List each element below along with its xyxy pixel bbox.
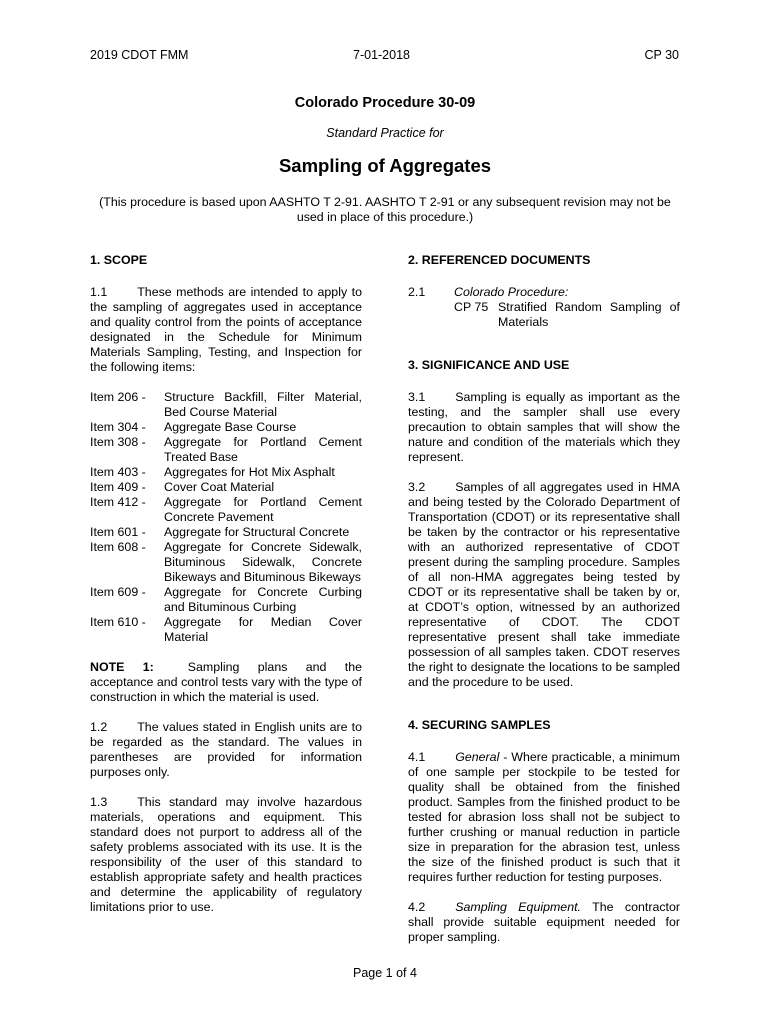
header-left: 2019 CDOT FMM [90,48,189,62]
section-3-heading: 3. SIGNIFICANCE AND USE [408,358,570,372]
list-item: Item 403 - Aggregates for Hot Mix Asphalt [90,465,335,479]
paragraph-3-1: 3.1 Sampling is equally as important as the testing, and the sampler shall use every precaution to obtain samples that will show the nature and condition of the materials which they represent. [408,390,680,464]
list-item: Item 412 - Aggregate for Portland Cement Concrete Pavement [90,495,362,524]
referenced-documents: 2.1 Colorado Procedure: CP 75 Stratified Random Sampling of Materials [408,285,680,329]
paragraph-1-3: 1.3 This standard may involve hazardous materials, operations and equipment. This standard does not purport to address all of the safety problems associated with its use. It is the responsibility of the user of this standard to establish appropriate safety and health practices and determine the applicability of regulatory limitations prior to use. [90,795,362,914]
paragraph-4-1: 4.1 General - Where practicable, a minimum of one sample per stockpile to be tested for quality shall be obtained from the finished product. Samples from the finished product to be tested for abrasion loss shall not be subject to further crushing or manual reduction in particle size in preparation for the abrasion test, unless the size of the finished product is such that it requires further reduction for testing purposes. [408,750,681,884]
cp-number: CP 75 [454,300,489,314]
page-number: Page 1 of 4 [353,966,417,980]
header-date: 7-01-2018 [353,48,410,62]
note-1 [90,660,362,705]
basis-note: (This procedure is based upon AASHTO T 2-91. AASHTO T 2-91 or any subsequent revision may not be used in place of this procedure.) [99,195,671,224]
section-2-heading: 2. REFERENCED DOCUMENTS [408,253,591,267]
list-item: Item 610 - Aggregate for Median Cover Material [90,615,362,644]
right-column [408,253,680,945]
section-4-heading: 4. SECURING SAMPLES [408,718,551,732]
list-item: Item 304 - Aggregate Base Course [90,420,297,434]
document-title: Sampling of Aggregates [278,155,492,176]
paragraph-1-1 [90,285,362,375]
list-item: Item 608 - Aggregate for Concrete Sidewalk, Bituminous Sidewalk, Concrete Bikeways and Bituminous Bikeways [90,540,362,584]
list-item: Item 601 - Aggregate for Structural Concrete [90,525,350,539]
list-item: Item 206 - Structure Backfill, Filter Material, Bed Course Material [90,390,362,419]
note-label: NOTE 1: [90,660,154,674]
paragraph-3-2: 3.2 Samples of all aggregates used in HMA and being tested by the Colorado Department of Transportation (CDOT) or its representative shall be taken by the contractor or his representative with an authorized representative of CDOT present during the sampling procedure. Samples of all non-HMA aggregates being tested by CDOT or its representative shall be taken by or, at CDOT’s option, witnessed by an authorized representative of CDOT. The CDOT representative present shall take immediate possession of all samples taken. CDOT reserves the right to designate the locations to be sampled and the procedure to be used. [408,480,680,689]
note-text: Sampling plans and the acceptance and control tests vary with the type of construction in which the material is used. [90,660,362,704]
colorado-procedure-label: Colorado Procedure: [454,285,569,299]
paragraph-4-2: 4.2 Sampling Equipment. The contractor shall provide suitable equipment needed for proper sampling. [408,900,681,944]
subtitle: Standard Practice for [326,126,444,140]
cp-description: Stratified Random Sampling of Materials [498,300,680,329]
list-item: Item 308 - Aggregate for Portland Cement Treated Base [90,435,362,464]
procedure-number: Colorado Procedure 30-09 [294,95,476,111]
paragraph-1-2: 1.2 The values stated in English units are to be regarded as the standard. The values in parentheses are provided for information purposes only. [90,720,362,779]
section-1-heading: 1. SCOPE [90,253,148,267]
item-list [90,390,362,645]
list-item: Item 409 - Cover Coat Material [90,480,275,494]
left-column [90,253,362,915]
header-right: CP 30 [644,48,679,62]
list-item: Item 609 - Aggregate for Concrete Curbing and Bituminous Curbing [90,585,362,614]
paragraph-text: These methods are intended to apply to the sampling of aggregates used in acceptance and quality control from the points of acceptance designated in the Schedule for Minimum Materials Sampling, Testing, and Inspection for the following items: [90,285,362,374]
paragraph-number: 1.1 [90,285,108,299]
